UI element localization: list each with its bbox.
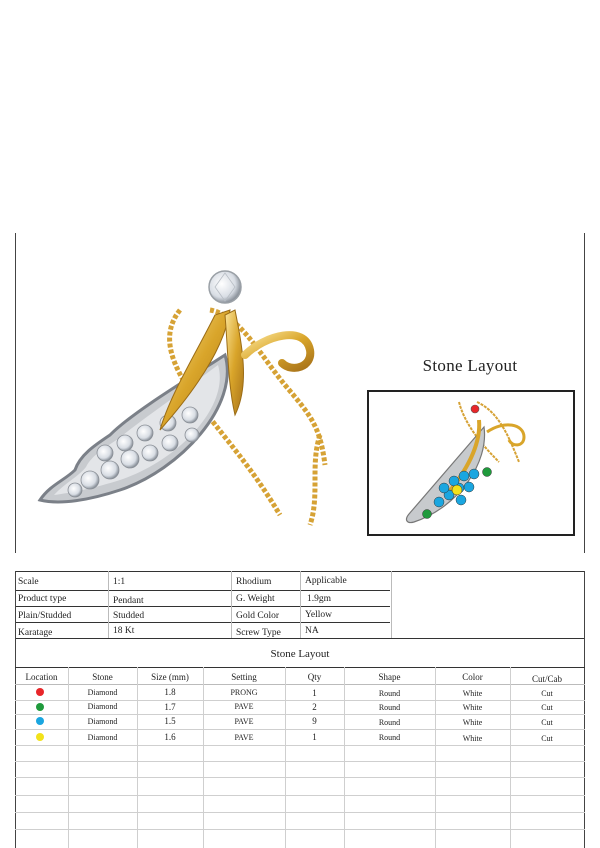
frame-left-top	[15, 233, 16, 553]
spec-label-g-weight: G. Weight	[236, 594, 275, 604]
spec-rule-3	[15, 606, 390, 607]
th-size: Size (mm)	[151, 672, 189, 682]
th-shape: Shape	[378, 672, 401, 682]
stone-layout-diagram	[367, 390, 575, 536]
location-dot-green	[36, 703, 44, 711]
spec-col-1	[15, 571, 16, 848]
row2-cut: Cut	[541, 703, 553, 712]
table-title: Stone Layout	[270, 648, 330, 660]
spec-col-5	[391, 571, 392, 638]
row2-shape: Round	[378, 703, 401, 712]
stone-layout-title: Stone Layout	[422, 356, 518, 375]
spec-right	[584, 571, 585, 848]
location-dot-blue	[36, 717, 44, 725]
row3-cut: Cut	[541, 718, 553, 727]
row3-setting: PAVE	[234, 717, 254, 726]
table-header-rule	[15, 684, 585, 685]
row3-size: 1.5	[164, 716, 176, 726]
th-location: Location	[25, 672, 58, 682]
spec-rule-5	[15, 638, 585, 639]
row4-stone: Diamond	[87, 733, 118, 742]
row-rule-2	[15, 714, 585, 715]
spec-label-scale: Scale	[18, 577, 39, 587]
th-stone: Stone	[92, 672, 113, 682]
spec-label-plain-studded: Plain/Studded	[18, 611, 72, 621]
row-rule-5	[15, 761, 585, 762]
row-rule-1	[15, 700, 585, 701]
row4-cut: Cut	[541, 734, 553, 743]
row3-stone: Diamond	[87, 717, 118, 726]
frame-right-top	[584, 233, 585, 553]
th-cut: Cut/Cab	[531, 674, 562, 684]
spec-value-rhodium: Applicable	[305, 576, 347, 586]
spec-col-2	[108, 571, 109, 638]
row2-qty: 2	[312, 702, 317, 712]
row-rule-6	[15, 777, 585, 778]
row4-color: White	[462, 734, 483, 743]
row3-shape: Round	[378, 718, 401, 727]
spec-label-product-type: Product type	[18, 594, 67, 604]
spec-label-gold-color: Gold Color	[236, 611, 280, 621]
row2-stone: Diamond	[87, 702, 118, 711]
row1-size: 1.8	[164, 687, 176, 697]
row-rule-4	[15, 745, 585, 746]
location-dot-red	[36, 688, 44, 696]
spec-rule-2	[15, 590, 390, 591]
row-rule-8	[15, 812, 585, 813]
row2-color: White	[462, 703, 483, 712]
spec-value-gold-color: Yellow	[305, 610, 333, 620]
row4-setting: PAVE	[234, 733, 254, 742]
spec-label-screw-type: Screw Type	[236, 628, 281, 638]
spec-value-karatage: 18 Kt	[113, 626, 135, 636]
row2-setting: PAVE	[234, 702, 254, 711]
row2-size: 1.7	[164, 702, 176, 712]
row4-qty: 1	[312, 732, 317, 742]
row1-qty: 1	[312, 688, 317, 698]
row4-shape: Round	[378, 733, 401, 742]
spec-value-scale: 1:1	[113, 577, 126, 587]
spec-col-3	[231, 571, 232, 638]
spec-rule-4	[15, 622, 390, 623]
row1-stone: Diamond	[87, 688, 118, 697]
spec-value-g-weight: 1.9gm	[307, 594, 332, 604]
th-color: Color	[462, 672, 483, 682]
row3-qty: 9	[312, 716, 317, 726]
row3-color: White	[462, 718, 483, 727]
spec-label-karatage: Karatage	[18, 628, 53, 638]
spec-value-product-type: Pendant	[113, 596, 144, 606]
location-dot-yellow	[36, 733, 44, 741]
th-setting: Setting	[231, 672, 257, 682]
row1-setting: PRONG	[230, 688, 258, 697]
table-title-rule	[15, 667, 585, 668]
spec-label-rhodium: Rhodium	[236, 577, 272, 587]
row-rule-7	[15, 795, 585, 796]
row1-color: White	[462, 689, 483, 698]
row-rule-3	[15, 729, 585, 730]
spec-value-screw-type: NA	[305, 626, 319, 636]
spec-value-plain-studded: Studded	[113, 611, 145, 621]
row4-size: 1.6	[164, 732, 176, 742]
product-photo	[20, 255, 340, 545]
row1-cut: Cut	[541, 689, 553, 698]
row1-shape: Round	[378, 689, 401, 698]
th-qty: Qty	[307, 672, 322, 682]
spec-col-4	[300, 571, 301, 638]
row-rule-9	[15, 829, 585, 830]
